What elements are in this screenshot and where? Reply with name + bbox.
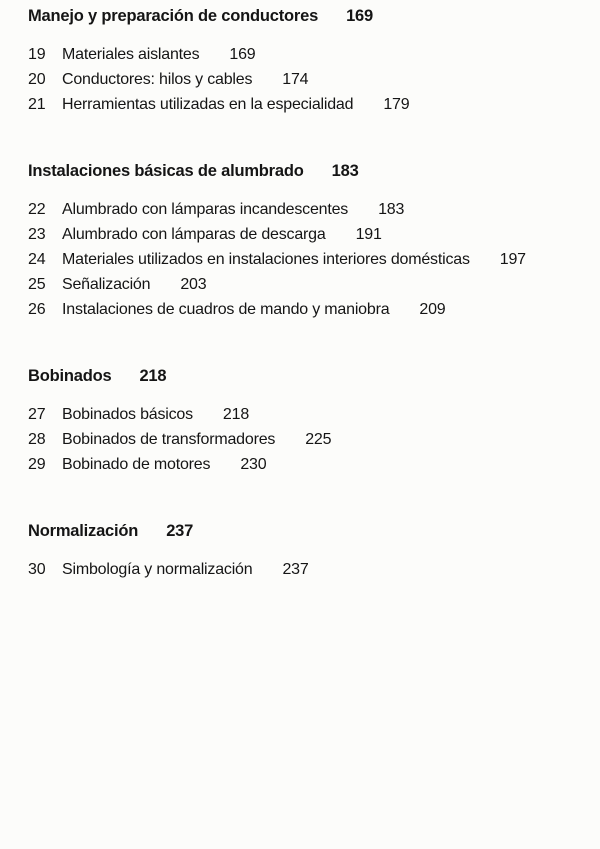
section-heading-title: Instalaciones básicas de alumbrado [28,162,304,180]
entry-title: Conductores: hilos y cables [62,71,253,88]
toc-entry [28,197,580,222]
section-heading-title: Bobinados [28,367,112,385]
toc-entry [28,92,580,117]
entry-title: Bobinados básicos [62,406,193,423]
entry-chapter-number: 24 [28,251,46,268]
toc-section [28,364,580,477]
entry-page-number: 230 [240,456,267,473]
entry-chapter-number: 30 [28,561,46,578]
toc-entry [28,247,580,272]
entry-page-number: 197 [499,251,526,268]
entry-page-number: 203 [180,276,207,293]
entry-title: Herramientas utilizadas en la especialidad [62,96,354,113]
entry-page-number: 237 [282,561,309,578]
entry-chapter-number: 20 [28,71,46,88]
entry-chapter-number: 22 [28,201,46,218]
entry-title: Simbología y normalización [62,561,253,578]
entry-title: Bobinados de transformadores [62,431,276,448]
entry-title: Materiales utilizados en instalaciones interiores domésticas [62,251,470,268]
entry-title: Bobinado de motores [62,456,211,473]
section-heading-title: Normalización [28,522,139,540]
toc-entry [28,297,580,322]
section-entries [28,197,580,322]
section-heading-title: Manejo y preparación de conductores [28,7,319,25]
section-heading [28,364,580,389]
entry-page-number: 218 [222,406,250,423]
toc-section [28,519,580,582]
section-entries [28,42,580,117]
entry-chapter-number: 29 [28,456,46,473]
toc-entry [28,427,580,452]
toc-entry [28,42,580,67]
entry-page-number: 183 [378,201,405,218]
entry-chapter-number: 26 [28,301,46,318]
entry-chapter-number: 27 [28,406,46,423]
section-heading-page-number: 218 [139,367,167,385]
entry-page-number: 179 [383,96,410,113]
entry-chapter-number: 23 [28,226,46,243]
toc-entry [28,557,580,582]
section-heading-page-number: 183 [331,162,359,180]
entry-page-number: 169 [229,46,256,63]
toc-entry [28,67,580,92]
toc-entry [28,452,580,477]
entry-page-number: 174 [282,71,309,88]
entry-chapter-number: 28 [28,431,46,448]
entry-page-number: 191 [355,226,382,243]
toc-entry [28,222,580,247]
entry-title: Materiales aislantes [62,46,200,63]
section-heading-page-number: 237 [166,522,194,540]
entry-title: Alumbrado con lámparas de descarga [62,226,326,243]
toc-entry [28,402,580,427]
entry-chapter-number: 25 [28,276,46,293]
toc-section [28,4,580,117]
section-heading [28,519,580,544]
entry-title: Instalaciones de cuadros de mando y maniobra [62,301,390,318]
entry-page-number: 225 [305,431,332,448]
toc-entry [28,272,580,297]
section-heading [28,4,580,29]
section-heading-page-number: 169 [346,7,374,25]
entry-title: Señalización [62,276,151,293]
toc-section [28,159,580,322]
section-heading [28,159,580,184]
entry-chapter-number: 19 [28,46,46,63]
section-entries [28,402,580,477]
entry-title: Alumbrado con lámparas incandescentes [62,201,349,218]
entry-page-number: 209 [419,301,446,318]
section-entries [28,557,580,582]
entry-chapter-number: 21 [28,96,46,113]
